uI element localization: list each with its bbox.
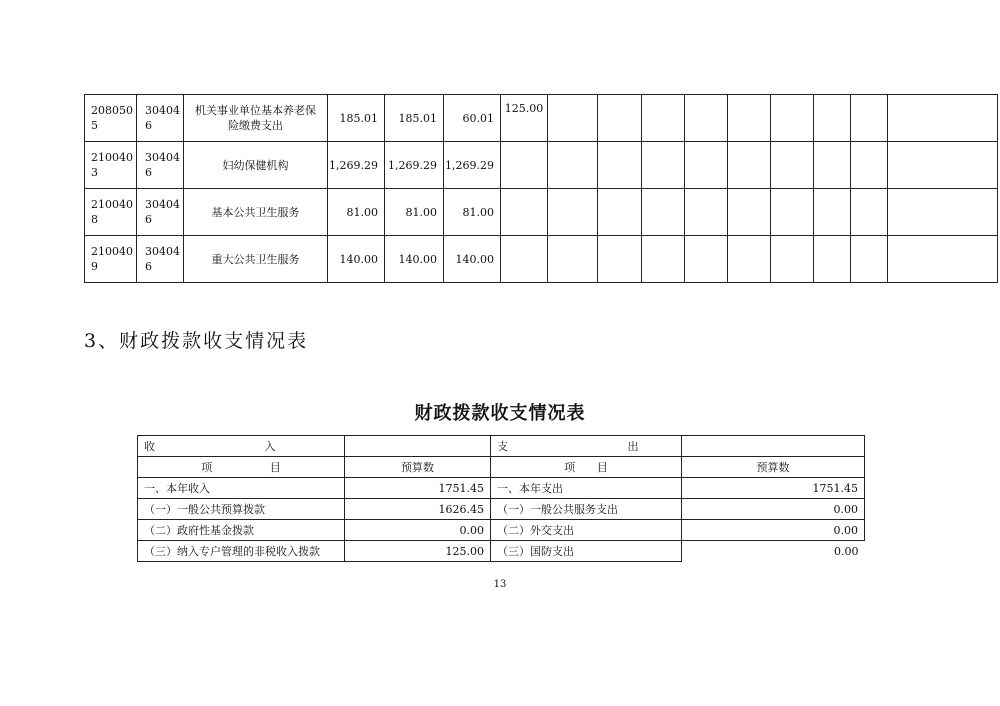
project-cell: 125.00 [501, 95, 548, 142]
income-header-cell [138, 436, 345, 457]
subtotal-cell: 1,269.29 [385, 142, 444, 189]
expense-header-left: 支 [497, 439, 508, 453]
empty-cell [771, 189, 814, 236]
item-name-cell: 基本公共卫生服务 [184, 189, 328, 236]
basic-cell: 81.00 [444, 189, 501, 236]
table-row [85, 189, 998, 236]
func-code-cell: 2080505 [85, 95, 137, 142]
section-heading: 3、财政拨款收支情况表 [84, 330, 309, 352]
econ-code-cell: 304046 [137, 95, 184, 142]
income-amount-header: 预算数 [345, 457, 491, 478]
empty-cell [888, 236, 998, 283]
expense-amount-cell: 0.00 [682, 541, 865, 562]
empty-cell [548, 142, 598, 189]
empty-cell [814, 95, 851, 142]
empty-cell [685, 142, 728, 189]
table-row [85, 236, 998, 283]
fiscal-income-expense-table [137, 435, 865, 562]
income-amount-cell: 0.00 [345, 520, 491, 541]
project-cell [501, 189, 548, 236]
empty-cell [642, 236, 685, 283]
empty-cell [728, 189, 771, 236]
empty-cell [771, 142, 814, 189]
func-code-cell: 2100408 [85, 189, 137, 236]
subtotal-cell: 140.00 [385, 236, 444, 283]
econ-code-cell: 304046 [137, 142, 184, 189]
income-header-right: 入 [264, 439, 276, 453]
expenditure-detail-table [84, 94, 998, 283]
income-header-left: 收 [144, 439, 155, 453]
project-cell [501, 236, 548, 283]
table-row [85, 95, 998, 142]
empty-cell [888, 142, 998, 189]
basic-cell: 1,269.29 [444, 142, 501, 189]
income-item-header [138, 457, 345, 478]
empty-cell [642, 189, 685, 236]
empty-cell [851, 189, 888, 236]
income-item-cell: 一、本年收入 [138, 478, 345, 499]
expense-item-cell: （二）外交支出 [491, 520, 682, 541]
empty-cell [598, 189, 642, 236]
expense-header-right: 出 [627, 439, 639, 453]
income-amount-cell: 1751.45 [345, 478, 491, 499]
header-row [138, 436, 865, 457]
expense-amount-cell: 0.00 [682, 499, 865, 520]
empty-cell [851, 142, 888, 189]
empty-cell [642, 142, 685, 189]
item-name-cell: 机关事业单位基本养老保险缴费支出 [184, 95, 328, 142]
empty-cell [728, 142, 771, 189]
empty-cell [598, 142, 642, 189]
empty-cell [598, 95, 642, 142]
empty-cell [771, 95, 814, 142]
project-cell [501, 142, 548, 189]
table-row [138, 499, 865, 520]
subtotal-cell: 81.00 [385, 189, 444, 236]
econ-code-cell: 304046 [137, 189, 184, 236]
empty-cell [642, 95, 685, 142]
empty-cell [814, 142, 851, 189]
expense-amount-cell: 0.00 [682, 520, 865, 541]
func-code-cell: 2100403 [85, 142, 137, 189]
expense-amount-header: 预算数 [682, 457, 865, 478]
empty-cell [814, 189, 851, 236]
expense-item-header-right: 目 [596, 460, 608, 474]
expense-item-header-left: 项 [564, 460, 576, 474]
expense-header-cell [491, 436, 682, 457]
empty-cell [728, 236, 771, 283]
basic-cell: 60.01 [444, 95, 501, 142]
income-header-blank [345, 436, 491, 457]
income-item-cell: （三）纳入专户管理的非税收入拨款 [138, 541, 345, 562]
empty-cell [548, 189, 598, 236]
expense-item-cell: 一、本年支出 [491, 478, 682, 499]
item-name-cell: 重大公共卫生服务 [184, 236, 328, 283]
table-title: 财政拨款收支情况表 [414, 403, 586, 424]
func-code-cell: 2100409 [85, 236, 137, 283]
table-row [138, 541, 865, 562]
total-cell: 185.01 [328, 95, 385, 142]
empty-cell [728, 95, 771, 142]
table-row [138, 520, 865, 541]
expense-header-blank [682, 436, 865, 457]
expense-item-cell: （三）国防支出 [491, 541, 682, 562]
expense-amount-cell: 1751.45 [682, 478, 865, 499]
total-cell: 140.00 [328, 236, 385, 283]
empty-cell [888, 95, 998, 142]
income-item-header-right: 目 [269, 460, 281, 474]
sub-header-row [138, 457, 865, 478]
income-item-header-left: 项 [201, 460, 213, 474]
income-amount-cell: 125.00 [345, 541, 491, 562]
empty-cell [685, 189, 728, 236]
income-item-cell: （二）政府性基金拨款 [138, 520, 345, 541]
empty-cell [888, 189, 998, 236]
empty-cell [771, 236, 814, 283]
empty-cell [851, 95, 888, 142]
item-name-cell: 妇幼保健机构 [184, 142, 328, 189]
empty-cell [814, 236, 851, 283]
empty-cell [598, 236, 642, 283]
total-cell: 1,269.29 [328, 142, 385, 189]
empty-cell [685, 236, 728, 283]
page-number: 13 [493, 579, 507, 590]
basic-cell: 140.00 [444, 236, 501, 283]
empty-cell [851, 236, 888, 283]
expense-item-cell: （一）一般公共服务支出 [491, 499, 682, 520]
empty-cell [548, 95, 598, 142]
expense-item-header [491, 457, 682, 478]
table-row [138, 478, 865, 499]
empty-cell [548, 236, 598, 283]
total-cell: 81.00 [328, 189, 385, 236]
econ-code-cell: 304046 [137, 236, 184, 283]
table-row [85, 142, 998, 189]
subtotal-cell: 185.01 [385, 95, 444, 142]
income-item-cell: （一）一般公共预算拨款 [138, 499, 345, 520]
empty-cell [685, 95, 728, 142]
income-amount-cell: 1626.45 [345, 499, 491, 520]
